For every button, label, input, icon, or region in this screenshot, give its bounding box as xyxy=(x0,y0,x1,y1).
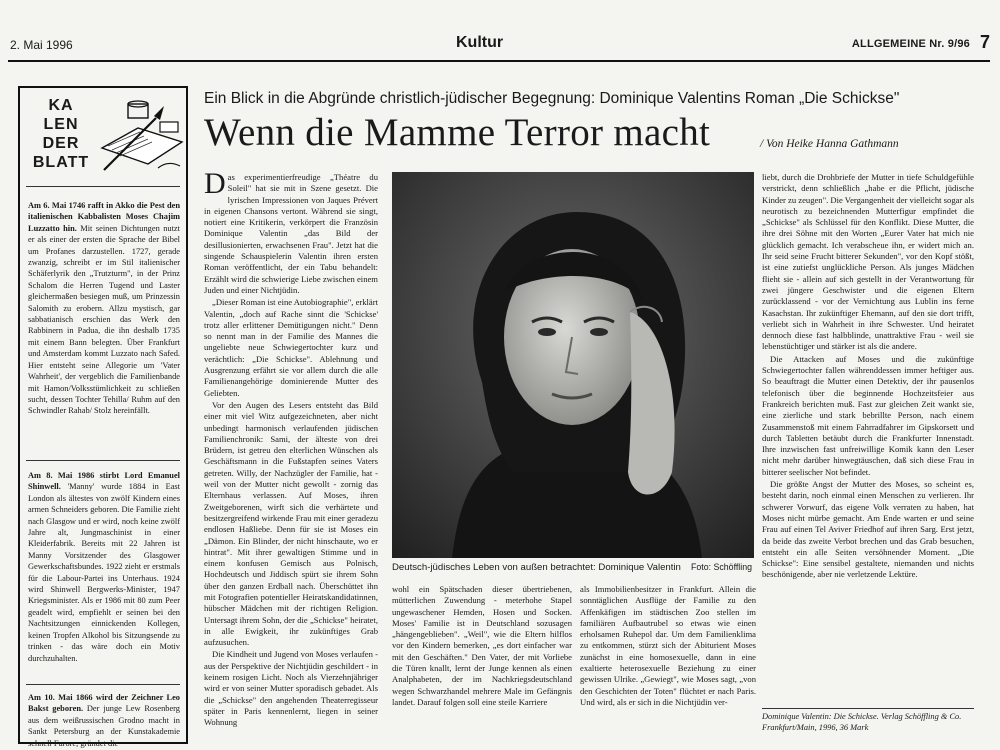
article-paragraph: Vor den Augen des Lesers entsteht das Bild einer mit viel Witz aufgezeichneten, aber nicht unbedingt harmonisch verlaufenden jüdischen Familienchronik: Sami, der älteste von drei Brüdern, ist getreu den elterlichen Wünschen als Geschäftsmann in die Fußstapfen seines Vaters getreten. Willy, der Nachzügler der Familie, hat - weil von der Mutter nicht gewollt - zornig das Elternhaus verlassen. Auf Moses, ihren Zweitgeborenen, wirft sich die verhärtete und besitzergreifend wirkende Frau mit einer geradezu endlosen Haßliebe. Denn für sie ist Moses ein „Dämon. Ein Blinder, der nicht hinschaute, wo er hintrat". Mit ihrer gewaltigen Stimme und in einem konfusen Gemisch aus Polnisch, Hochdeutsch und Jiddisch spürt sie ihrem Sohn über den ganzen Erdball nach. Überschüttet ihn mit Fotografien potentieller Heiratskandidatinnen, hübscher Mädchen mit der richtigen Religion. Untersagt ihrem Sohn, der die „Schickse" heiratet, in alle Ewigkeit, ihr zukünftiges Grab aufzusuchen. xyxy=(204,399,378,648)
calendar-entry-lead: Am 6. Mai 1746 rafft in Akko die Pest den italienischen Kabbalisten Moses Chajim Luzzatto hin. xyxy=(28,201,180,233)
newspaper-name: ALLGEMEINE Nr. 9/96 xyxy=(851,38,970,50)
page-number: 7 xyxy=(979,32,990,52)
calendar-entry-text: Mit seinen Dichtungen nutzt er als einer der ersten die Sprache der Bibel um Profanes darzustellen. 1727, gerade zwanzig, schreibt er im Stil italienischer Schäferlyrik den „Trutzturm", in der Prinz Schalom die Herren Tugend und Laster gleichermaßen besiegen muß, um Prinzessin Salomith zu erobern. Allzu mystisch, gar sabbatianisch erschien das Werk den Rabbinern in Padua, die ihn deshalb 1735 mit einem Bann belegten. Über Frankfurt und Amsterdam kommt Luzzato nach Safed. Hier entsteht seine Allegorie um 'Vater Wahrheit', der vergeblich die Familienbande mit Hamon/Volksstümlichkeit zu schließen sucht, dessen Tochter Tehilla/ Ruhm auf den Schwindler Rahab/ Stolz hereinfällt. xyxy=(28,223,180,416)
article-paragraph: als Immobilienbesitzer in Frankfurt. Allein die sonntäglichen Ausflüge der Familie zu den Affenkäfigen im städtischen Zoo stellen im familiären Aufbautrubel so etwas wie einen erholsamen Ruhepol dar. Um dem Familienklima zu entkommen, stürzt sich der Abiturient Moses zunächst in eine homosexuelle, dann in eine exaltierte heterosexuelle Beziehung zu einer gewissen Ulrike. „Gewiegt", wie Moses sagt, „von den Geschichten der Toten" flüchtet er nach Paris. Und wird, als er sich in die Nichtjüdin ver- xyxy=(580,584,756,707)
calendar-entry-text: 'Manny' wurde 1884 in East London als ältestes von zwölf Kindern eines armen Schneiders geboren. Die Familie zieht nach Glasgow und er wird, noch keine zwölf Jahre alt, Jungmaschinist in einer Kleiderfabrik. Bereits mit 22 Jahren ist Manny Vorsitzender des Glasgower Gewerkschaftsbundes. 1922 zieht er erstmals für die Labour-Partei ins Unterhaus. 1924 wird Shinwell Bergwerks-Minister, 1947 Kriegsminister. Als er 1986 mit 80 zum Peer geadelt wird, empfiehlt er seinen bei den Nachtsitzungen einnickenden Kollegen, keinen Tropfen Alkohol bis Sitzungsende zu trinken - das wäre doch ein Motiv durchzuhalten. xyxy=(28,482,180,663)
calendar-title-line: KA xyxy=(48,97,74,114)
article-paragraph: Die Kindheit und Jugend von Moses verlaufen - aus der Perspektive der Nichtjüdin geschildert - in keinem rosigen Licht. Noch als Vierzehnjähriger wird er von seiner Mutter sporadisch gebadet. Als die „Schickse" den angehenden Theaterregisseur später in Paris kennenlernt, liegen in seiner Wohnung xyxy=(204,649,378,728)
article-paragraph: Die Attacken auf Moses und die zukünftige Schwiegertochter fallen währenddessen immer heftiger aus. So beauftragt die Mutter einen Detektiv, der ihr pausenlos telefonisch über die beginnende Hochzeitsfeier aus Frankreich berichten muß. Fast zur gleichen Zeit wankt sie, eine zierliche und stark bebrillte Person, nach einem Zusammenstoß mit einem Fahrradfahrer im Gipskorsett und durch Tabletten betäubt durch die Frankfurter Innenstadt. Ihre inzwischen fast unfreiwillige Komik kann den Leser nicht mehr darüber hinwegtäuschen, daß sich diese Frau in bitterer seelischer Not befindet. xyxy=(762,353,974,477)
portrait-image xyxy=(392,172,754,558)
article-headline: Wenn die Mamme Terror macht xyxy=(204,111,711,154)
page-header xyxy=(8,28,990,62)
calendar-entry-lead: Am 10. Mai 1866 wird der Zeichner Leo Bakst geboren. xyxy=(28,693,180,714)
author-photo xyxy=(392,172,754,558)
article-column-2 xyxy=(392,584,572,744)
issue-date: 2. Mai 1996 xyxy=(10,38,73,52)
article-paragraph: „Dieser Roman ist eine Autobiographie", erklärt Valentin, „doch auf Rache sinnt die 'Schickse' trotz aller erlittener Demütigungen nicht." Denn so nennt man in der Familie des Mannes die ungeliebte neue Schwiegertochter kurz und verächtlich: „Die Schickse". Ablehnung und Ausgrenzung erfährt sie vor allem durch die alle Familienangehörige dominierende Mutter des Geliebten. xyxy=(204,297,378,398)
article-column-4 xyxy=(762,172,974,707)
calendar-title-line: BLATT xyxy=(32,154,90,171)
calendar-entry-lead: Am 8. Mai 1986 stirbt Lord Emanuel Shinwell. xyxy=(28,471,180,492)
article-byline: / Von Heike Hanna Gathmann xyxy=(760,138,899,150)
calendar-entry xyxy=(28,200,180,416)
calendar-title-line: DER xyxy=(42,135,80,152)
article-paragraph: Die größte Angst der Mutter des Moses, so scheint es, besteht darin, noch einmal einen Menschen zu verlieren. Ihr schwerer Vorwurf, das eigene Volk verraten zu haben, hat Moses nicht mürbe gemacht. Am Ende warten er und seine Frau auf einen Tel Aviver Friedhof auf ihren Sarg. Erst jetzt, da beide das zweite Verbot brechen und das Grab besuchen, entsteht ein alle Seiten versöhnender Moment. „Die Schickse": Eine sensibel gestaltete, niemanden und nichts beschönigende, aber nie verletzende Lektüre. xyxy=(762,479,974,580)
article-paragraph: liebt, durch die Drohbriefe der Mutter in tiefe Schuldgefühle verstrickt, denn schließlich „habe er die Pflicht, jüdische Kinder zu zeugen". Die Vergangenheit der vielleicht sogar als neurotisch zu bezeichnenden Mutterfigur empfindet die „Schickse" als Schlüssel für den Konflikt. Diese Mutter, die ihre drei Söhne mit den Worten „Eurer Vater hat mich nie glücklich gemacht. Ich verabscheue ihn, er widert mich an. Ihr seid seine Frucht bitterer Sekunden", vor den Kopf stößt, ist eine zutiefst unglückliche Person. Als junges Mädchen flieht sie - allein auf sich gestellt in der Verantwortung für zwei jüngere Geschwister und die eigenen Eltern zurücklassend - vor der Vernichtung aus Lublin ins ferne Kasachstan. Ihr zukünftiger Ehemann, auf den sie dort trifft, verliebt sich in Wahrheit in ihre Schwester. Und heiratet dennoch diese fast halbblinde, unattraktive Frau - weil sie lebenstüchtiger und stärker ist als die andere. xyxy=(762,172,974,352)
photo-credit: Foto: Schöffling xyxy=(691,562,752,572)
calendar-box xyxy=(18,86,188,748)
article-paragraph: as experimentierfreudige „Théatre du Soleil" hat sie mit in Szene gesetzt. Die lyrischen Impressionen von Jaques Prévert in eigenen Chansons vertont. Während sie singt, notiert eine Kritikerin, verkörpert die Französin Dominique Valentin „das Bild der desillusionierten, erwachsenen Frau". Jetzt hat die singende Schauspielerin Valentin ihren ersten Roman veröffentlicht, der ein Tabu behandelt: Erzählt wird die schwierige Liebe zwischen einem Juden und einer Nichtjüdin. xyxy=(204,172,378,295)
book-reference: Dominique Valentin: Die Schickse. Verlag Schöffling & Co. Frankfurt/Main, 1996, 36 Mark xyxy=(762,708,974,733)
article-paragraph: wohl ein Spätschaden dieser übertriebenen, mütterlichen Zuwendung - meterhohe Stapel ungewaschener Hemden, Hosen und Socken. Moses' Familie ist in Deutschland sozusagen „hängengeblieben". „Weil", wie die Eltern hilflos vor den Kindern bemerken, „es dort einfacher war mit den Geschäften." Den Vater, der mit Vorliebe die Türen knallt, lernt der Junge kennen als einen Analphabeten, der im Nachkriegsdeutschland wegen Schwarzhandel mehrere Male im Gefängnis landet. Darauf folgen soll eine steile Karriere xyxy=(392,584,572,707)
photo-caption-text: Deutsch-jüdisches Leben von außen betrachtet: Dominique Valentin xyxy=(392,562,681,573)
drop-cap: D xyxy=(204,167,226,200)
calendar-entry xyxy=(28,692,180,748)
calendar-divider xyxy=(26,186,180,187)
calendar-entry-text: Der junge Lew Rosenberg aus dem weißrussischen Grodno macht in Sankt Petersburg an der Kunstakademie schnell Furore, gründet die xyxy=(28,704,180,748)
article-kicker: Ein Blick in die Abgründe christlich-jüdischer Begegnung: Dominique Valentins Roman „Die Schickse" xyxy=(204,90,900,107)
calendar-divider xyxy=(26,684,180,685)
calendar-illustration xyxy=(98,98,184,178)
article-column-1 xyxy=(204,167,378,744)
photo-caption xyxy=(392,562,754,573)
calendar-title xyxy=(26,96,96,172)
calendar-entry xyxy=(28,470,180,680)
section-title: Kultur xyxy=(456,34,504,51)
calendar-divider xyxy=(26,460,180,461)
article-column-3 xyxy=(580,584,756,744)
calendar-title-line: LEN xyxy=(43,116,79,133)
